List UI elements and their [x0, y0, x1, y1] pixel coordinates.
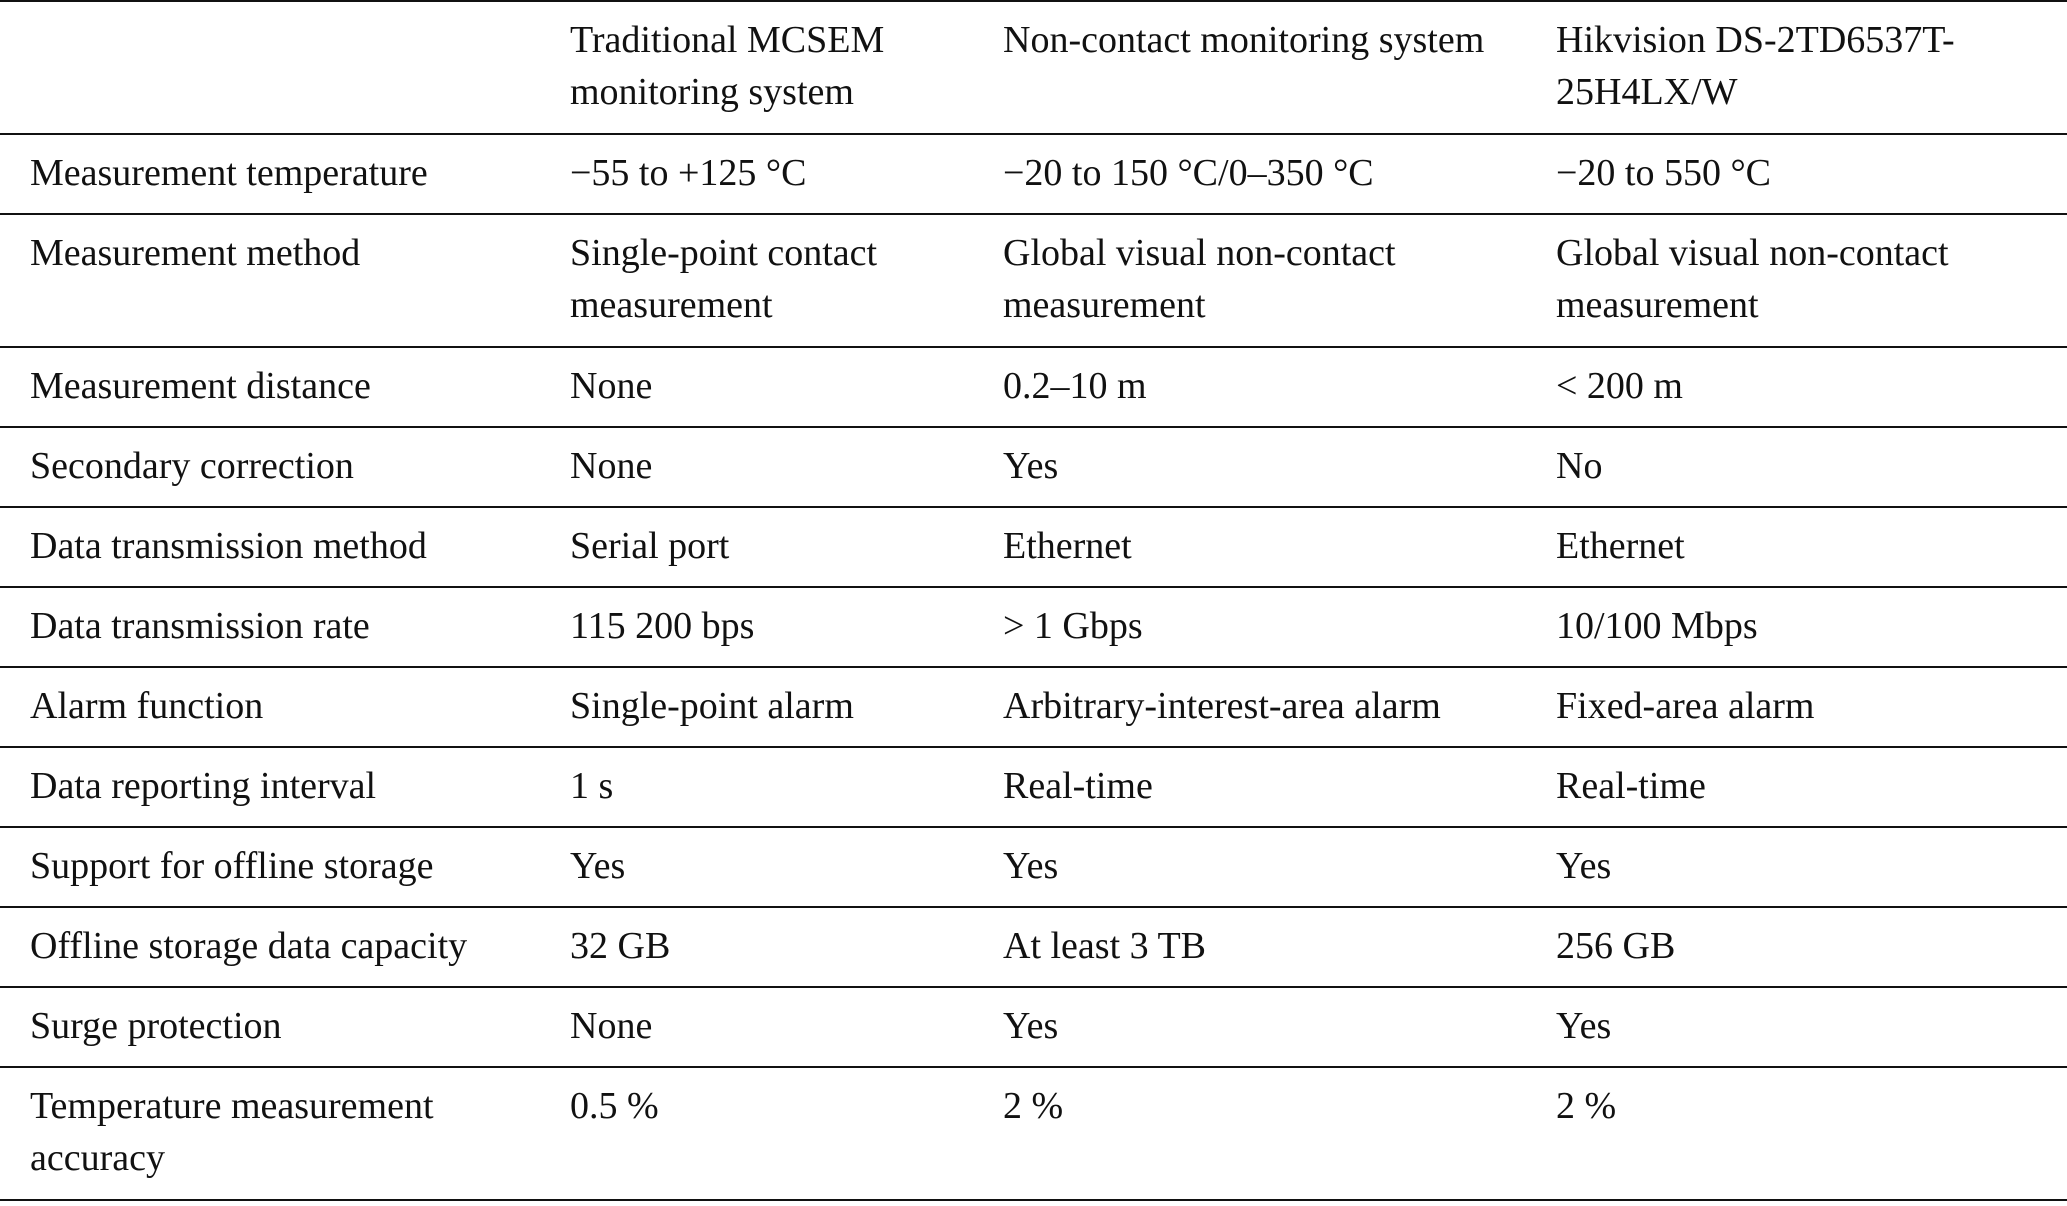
- table-cell: 2 %: [973, 1067, 1526, 1200]
- row-label: Measurement method: [0, 214, 540, 347]
- table-row: [0, 507, 2067, 587]
- table-cell: None: [540, 987, 973, 1067]
- table-cell: 10/100 Mbps: [1526, 587, 2067, 667]
- table-row: [0, 987, 2067, 1067]
- row-label: Data transmission method: [0, 507, 540, 587]
- row-label: Surge protection: [0, 987, 540, 1067]
- header-cell-traditional: Traditional MCSEM monitoring system: [540, 1, 973, 134]
- table-row: [0, 427, 2067, 507]
- table-cell: Arbitrary-interest-area alarm: [973, 667, 1526, 747]
- header-cell-empty: [0, 1, 540, 134]
- row-label: Data reporting interval: [0, 747, 540, 827]
- table-cell: 32 GB: [540, 907, 973, 987]
- table-row: [0, 907, 2067, 987]
- table-cell: 115 200 bps: [540, 587, 973, 667]
- row-label: Measurement temperature: [0, 134, 540, 214]
- table-cell: At least 3 TB: [973, 907, 1526, 987]
- table-cell: 0.5 %: [540, 1067, 973, 1200]
- table-row: [0, 347, 2067, 427]
- table-cell: 2 %: [1526, 1067, 2067, 1200]
- row-label: Support for offline storage: [0, 827, 540, 907]
- table-cell: 0.2–10 m: [973, 347, 1526, 427]
- table-header-row: [0, 1, 2067, 134]
- row-label: Data transmission rate: [0, 587, 540, 667]
- header-cell-noncontact: Non-contact monitoring system: [973, 1, 1526, 134]
- row-label: Offline storage data capacity: [0, 907, 540, 987]
- table-cell: −55 to +125 °C: [540, 134, 973, 214]
- table-cell: No: [1526, 427, 2067, 507]
- table-row: [0, 667, 2067, 747]
- table-cell: 1 s: [540, 747, 973, 827]
- table-cell: Fixed-area alarm: [1526, 667, 2067, 747]
- table-cell: Ethernet: [973, 507, 1526, 587]
- table-cell: Real-time: [1526, 747, 2067, 827]
- table-cell: Yes: [540, 827, 973, 907]
- table-cell: Global visual non-contact measurement: [1526, 214, 2067, 347]
- table-cell: Yes: [1526, 827, 2067, 907]
- table-cell: Yes: [973, 827, 1526, 907]
- table-row: [0, 587, 2067, 667]
- table-cell: 256 GB: [1526, 907, 2067, 987]
- table-row: [0, 134, 2067, 214]
- table-cell: Real-time: [973, 747, 1526, 827]
- table-cell: Yes: [1526, 987, 2067, 1067]
- row-label: Temperature measurement accuracy: [0, 1067, 540, 1200]
- table-cell: > 1 Gbps: [973, 587, 1526, 667]
- table-cell: Global visual non-contact measurement: [973, 214, 1526, 347]
- table-cell: −20 to 550 °C: [1526, 134, 2067, 214]
- table-cell: −20 to 150 °C/0–350 °C: [973, 134, 1526, 214]
- table-cell: None: [540, 427, 973, 507]
- table-cell: Yes: [973, 427, 1526, 507]
- header-cell-hikvision: Hikvision DS-2TD6537T-25H4LX/W: [1526, 1, 2067, 134]
- table-cell: Serial port: [540, 507, 973, 587]
- table-cell: Single-point alarm: [540, 667, 973, 747]
- table-cell: Ethernet: [1526, 507, 2067, 587]
- table-row: [0, 1067, 2067, 1200]
- table-row: [0, 747, 2067, 827]
- row-label: Alarm function: [0, 667, 540, 747]
- row-label: Secondary correction: [0, 427, 540, 507]
- table-cell: None: [540, 347, 973, 427]
- table-cell: Yes: [973, 987, 1526, 1067]
- table-cell: < 200 m: [1526, 347, 2067, 427]
- table-cell: Single-point contact measurement: [540, 214, 973, 347]
- row-label: Measurement distance: [0, 347, 540, 427]
- table-row: [0, 214, 2067, 347]
- table-row: [0, 827, 2067, 907]
